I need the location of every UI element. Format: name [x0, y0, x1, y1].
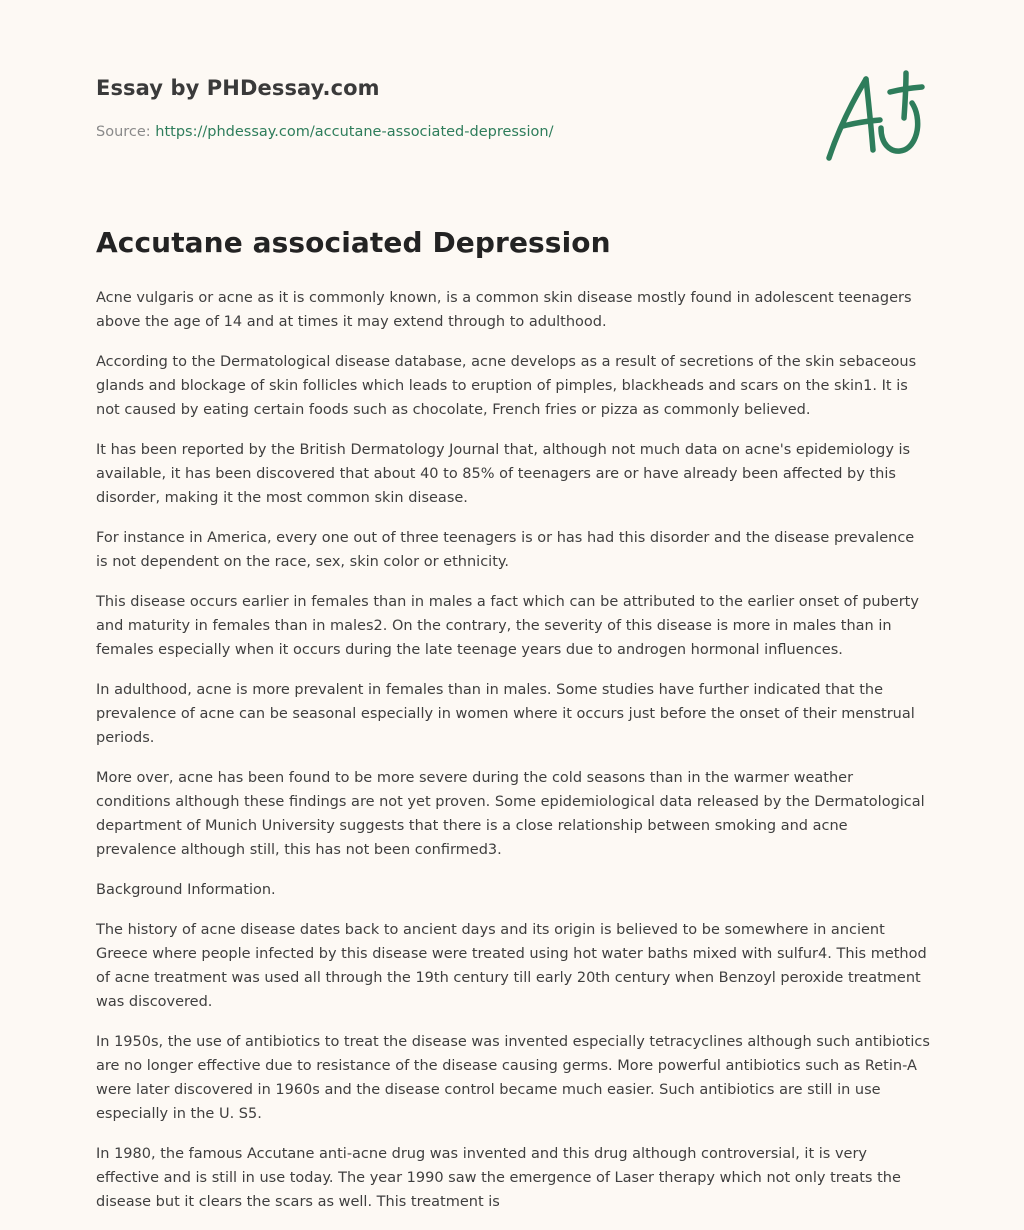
paragraph: In 1980, the famous Accutane anti-acne drug was invented and this drug although controversial, it is very effective and is still in use today. The year 1990 saw the emergence of Laser therapy which not only treats the disease but it clears the scars as well. This treatment is [96, 1146, 901, 1210]
source-line [96, 124, 553, 140]
source-label: Source: [96, 124, 156, 140]
essay-body [96, 286, 930, 1230]
source-link[interactable]: https://phdessay.com/accutane-associated-depression/ [155, 124, 554, 140]
paragraph: More over, acne has been found to be more severe during the cold seasons than in the warmer weather conditions although these findings are not yet proven. Some epidemiological data released by the Dermatological department of Munich University suggests that there is a close relationship between smoking and acne prevalence although still, this has not been confirmed3. [96, 770, 925, 858]
paragraph: It has been reported by the British Dermatology Journal that, although not much data on acne's epidemiology is available, it has been discovered that about 40 to 85% of teenagers are or have already been affected by this disorder, making it the most common skin disease. [96, 442, 911, 506]
section-heading: Background Information. [96, 882, 276, 898]
essay-title: Accutane associated Depression [96, 226, 611, 259]
a-plus-logo-icon [818, 66, 930, 166]
paragraph: In 1950s, the use of antibiotics to treat the disease was invented especially tetracyclines although such antibiotics are no longer effective due to resistance of the disease causing germs. More powerful antibiotics such as Retin-A were later discovered in 1960s and the disease control became much easier. Such antibiotics are still in use especially in the U. S5. [96, 1034, 930, 1122]
paragraph: The history of acne disease dates back to ancient days and its origin is believed to be somewhere in ancient Greece where people infected by this disease were treated using hot water baths mixed with sulfur4. This method of acne treatment was used all through the 19th century till early 20th century when Benzoyl peroxide treatment was discovered. [96, 922, 927, 1010]
paragraph: This disease occurs earlier in females than in males a fact which can be attributed to the earlier onset of puberty and maturity in females than in males2. On the contrary, the severity of this disease is more in males than in females especially when it occurs during the late teenage years due to androgen hormonal influences. [96, 594, 919, 658]
paragraph: Acne vulgaris or acne as it is commonly known, is a common skin disease mostly found in adolescent teenagers above the age of 14 and at times it may extend through to adulthood. [96, 290, 912, 330]
paragraph: According to the Dermatological disease database, acne develops as a result of secretions of the skin sebaceous glands and blockage of skin follicles which leads to eruption of pimples, blackheads and scars on the skin1. It is not caused by eating certain foods such as chocolate, French fries or pizza as commonly believed. [96, 354, 917, 418]
site-title: Essay by PHDessay.com [96, 76, 380, 100]
paragraph: For instance in America, every one out of three teenagers is or has had this disorder and the disease prevalence is not dependent on the race, sex, skin color or ethnicity. [96, 530, 915, 570]
paragraph: In adulthood, acne is more prevalent in females than in males. Some studies have further indicated that the prevalence of acne can be seasonal especially in women where it occurs just before the onset of their menstrual periods. [96, 682, 915, 746]
